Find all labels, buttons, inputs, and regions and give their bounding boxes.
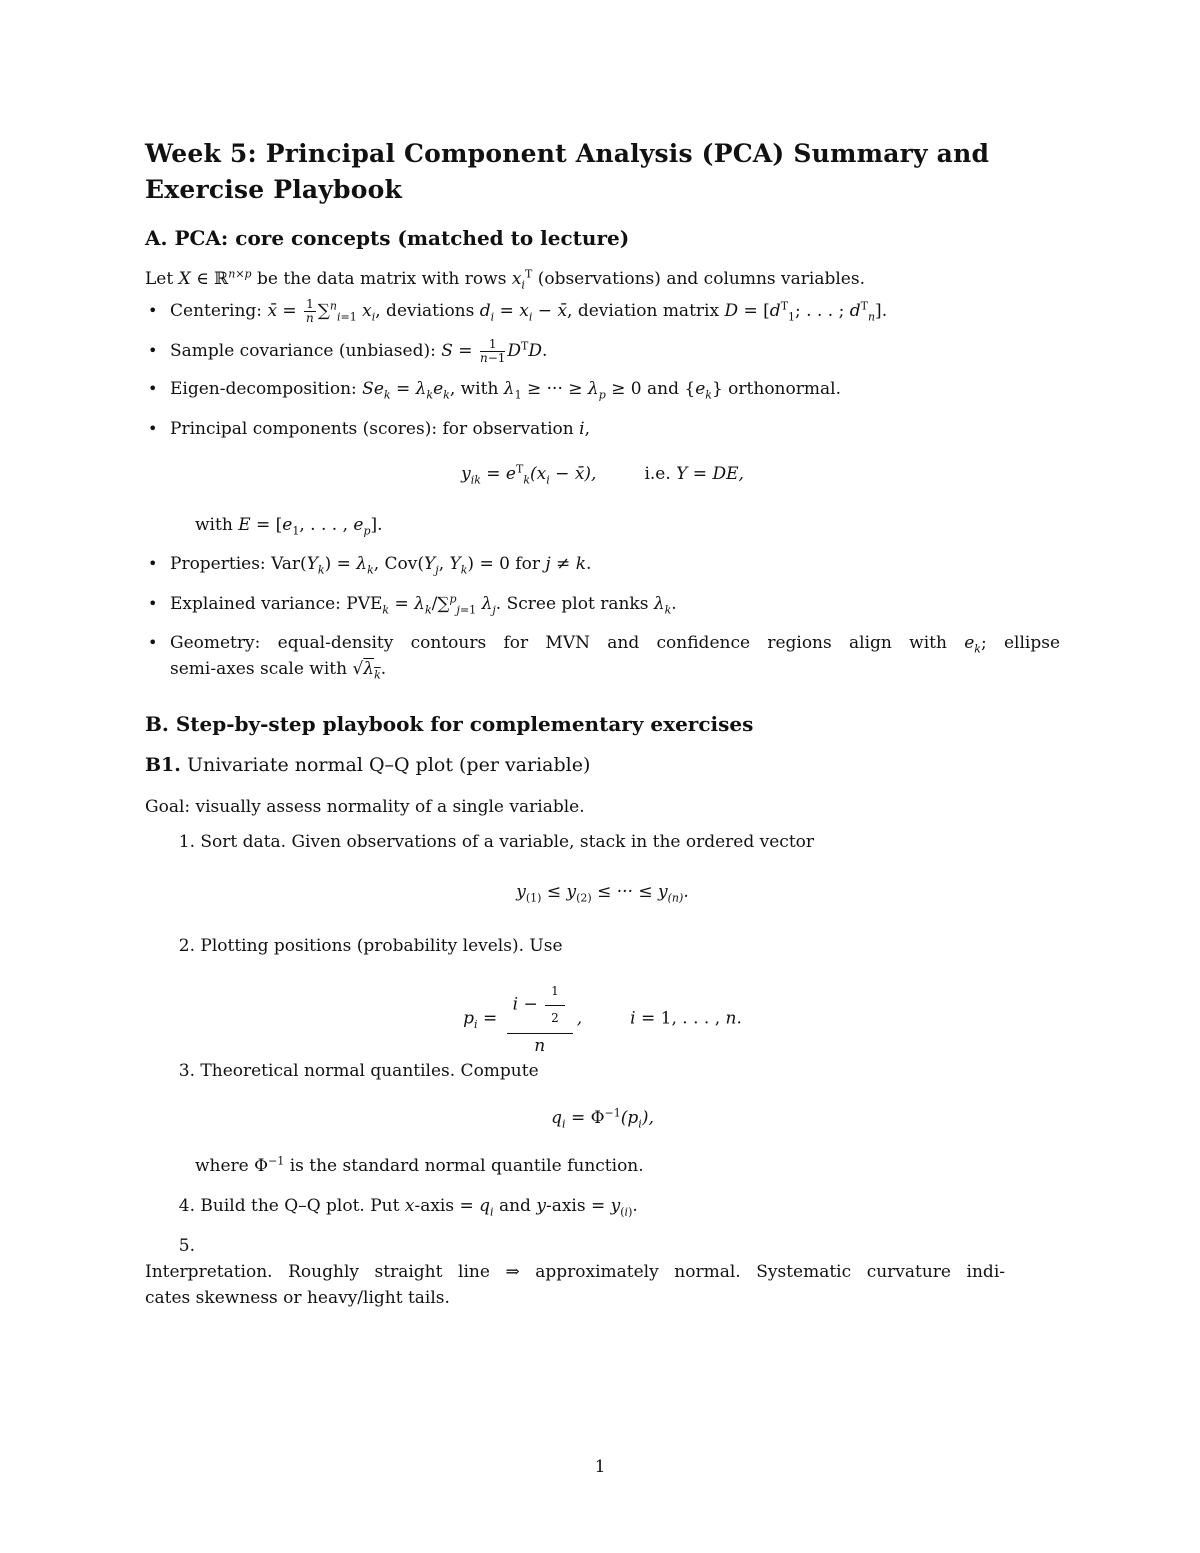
intro-line: Let X ∈ ℝ$^{n\times p}$ be the data matrix with rows $x_i^T$ (observations) and columns variables. bbox=[145, 267, 865, 292]
bullet-covariance: • Sample covariance (unbiased): S = $\frac{1}{n-1}$ $D^TD$. bbox=[170, 338, 547, 365]
equation-order-stats: $y_{(1)} \le y_{(2)}$ ≤ ··· ≤ $y_{(n)}$. bbox=[516, 882, 689, 905]
page-number: 1 bbox=[594, 1457, 606, 1477]
page-title: Week 5: Principal Component Analysis (PCA) Summary and Exercise Playbook bbox=[145, 139, 990, 204]
step-5: 5. Interpretation. Roughly straight line ⇒ approximately normal. Systematic curvature indi- cates skewness or heavy/light tails. bbox=[145, 1236, 1005, 1308]
step-2: 2. Plotting positions (probability levels). Use bbox=[178, 936, 563, 956]
b1-heading: B1. Univariate normal Q–Q plot (per variable) bbox=[145, 754, 591, 776]
bullet-centering: • Centering: x̄ = $\frac{1}{n}$ ∑$^n_{i=1}$ $x_i$, deviations $d_i = x_i$ − x̄, deviation matrix $D = [d^T_1$; . . . ; $d^T_n$]. bbox=[170, 298, 887, 325]
equation-quantiles: $q_i = \Phi^{-1}(p_i)$, bbox=[551, 1106, 654, 1131]
step-4: 4. Build the Q–Q plot. Put x-axis = $q_i$ and y-axis = $y_{(i)}$. bbox=[178, 1196, 638, 1219]
equation-scores: $y_{ik} = e^T_k(x_i$ − x̄), i.e. Y = DE, bbox=[461, 462, 744, 487]
step-1: 1. Sort data. Given observations of a variable, stack in the ordered vector bbox=[178, 832, 815, 852]
b1-goal: Goal: visually assess normality of a single variable. bbox=[145, 797, 585, 817]
bullet-principal-components: • Principal components (scores): for observation i, bbox=[170, 416, 590, 442]
bullet-geometry: • Geometry: equal-density contours for MVN and confidence regions align with $e_k$; ellipse semi-axes scale with $√\lambda_k$. bbox=[170, 630, 1060, 682]
bullet-properties: • Properties: $Var(Y_k) = \lambda_k$, $Cov(Y_j$, $Y_k) = 0$ for j ≠ k. bbox=[170, 551, 591, 577]
bullet-eigen: • Eigen-decomposition: $Se_k = \lambda_ke_k$, with $\lambda_1$ ≥ ··· ≥ $\lambda_p \ge 0$ and $\{e_k\}$ orthonormal. bbox=[170, 376, 841, 402]
step-3: 3. Theoretical normal quantiles. Compute bbox=[178, 1061, 539, 1081]
section-a-heading: A. PCA: core concepts (matched to lecture) bbox=[145, 226, 630, 250]
scores-with-line: with $E = [e_1$, . . . , $e_p$]. bbox=[195, 515, 383, 538]
bullet-explained-variance: • Explained variance: $PVE_k = \lambda_k/\sum^p_{j=1}$ $\lambda_j$. Scree plot ranks $\lambda_k$. bbox=[170, 591, 677, 617]
equation-plotting-positions: $p_i$ = i − $\frac{1}{2}$ n , i = 1, . . . , n. bbox=[145, 980, 1060, 1058]
section-b-heading: B. Step-by-step playbook for complementary exercises bbox=[145, 712, 754, 736]
step-3-where: where $\Phi^{-1}$ is the standard normal quantile function. bbox=[195, 1154, 644, 1176]
